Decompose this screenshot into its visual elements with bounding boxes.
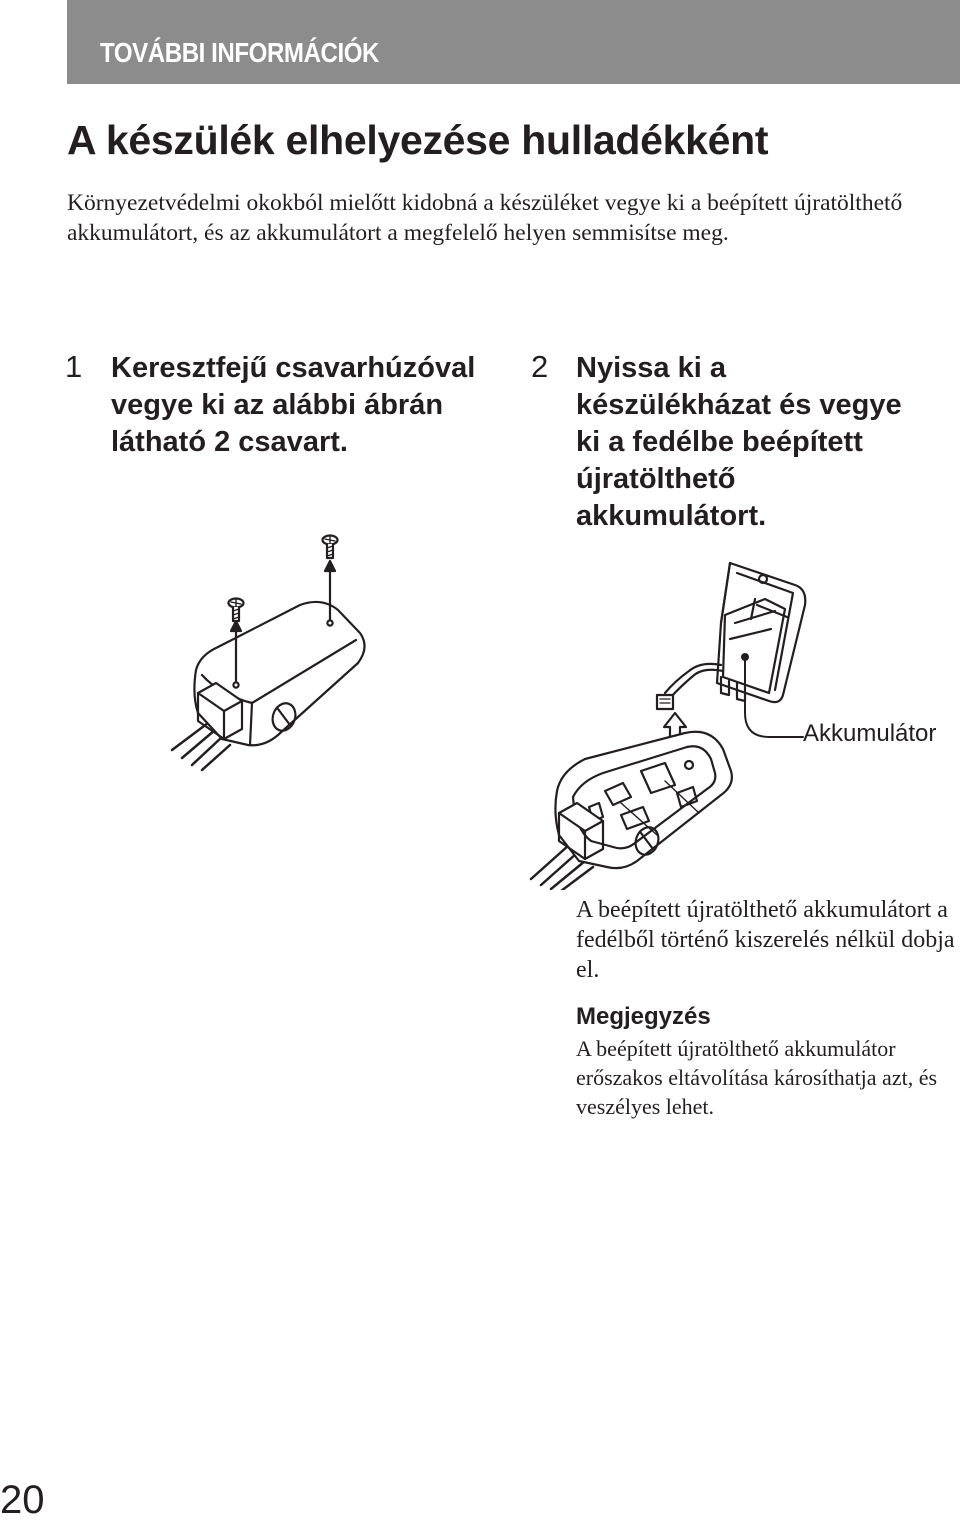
section-header-bar bbox=[67, 0, 960, 84]
step-1-text: Keresztfejű csavarhúzóval vegye ki az alábbi ábrán látható 2 csavart. bbox=[111, 352, 476, 458]
step-2-number: 2 bbox=[531, 349, 549, 384]
opened-unit-battery-illustration bbox=[525, 545, 815, 890]
section-header-title: TOVÁBBI INFORMÁCIÓK bbox=[100, 37, 380, 68]
note-title: Megjegyzés bbox=[576, 1003, 711, 1030]
note-text: A beépített újratölthető akkumulátor erőszakos eltávolítása károsíthatja azt, és veszélyes lehet. bbox=[576, 1036, 938, 1119]
step-1-number: 1 bbox=[65, 349, 83, 384]
page-number: 20 bbox=[0, 1478, 45, 1522]
step-2-text: Nyissa ki a készülékházat és vegye ki a fedélbe beépített újratölthető akkumulátort. bbox=[576, 352, 902, 532]
intro-paragraph: Környezetvédelmi okokból mielőtt kidobná a készüléket vegye ki a beépített újratölthető akkumulátort, és az akkumulátort a megfelelő helyen semmisítse meg. bbox=[67, 190, 903, 246]
battery-callout-label: Akkumulátor bbox=[803, 720, 937, 747]
closed-unit-screws-illustration bbox=[160, 525, 380, 775]
figure-caption: A beépített újratölthető akkumulátort a fedélből történő kiszerelés nélkül dobja el. bbox=[576, 897, 955, 983]
page-title: A készülék elhelyezése hulladékként bbox=[67, 117, 769, 163]
